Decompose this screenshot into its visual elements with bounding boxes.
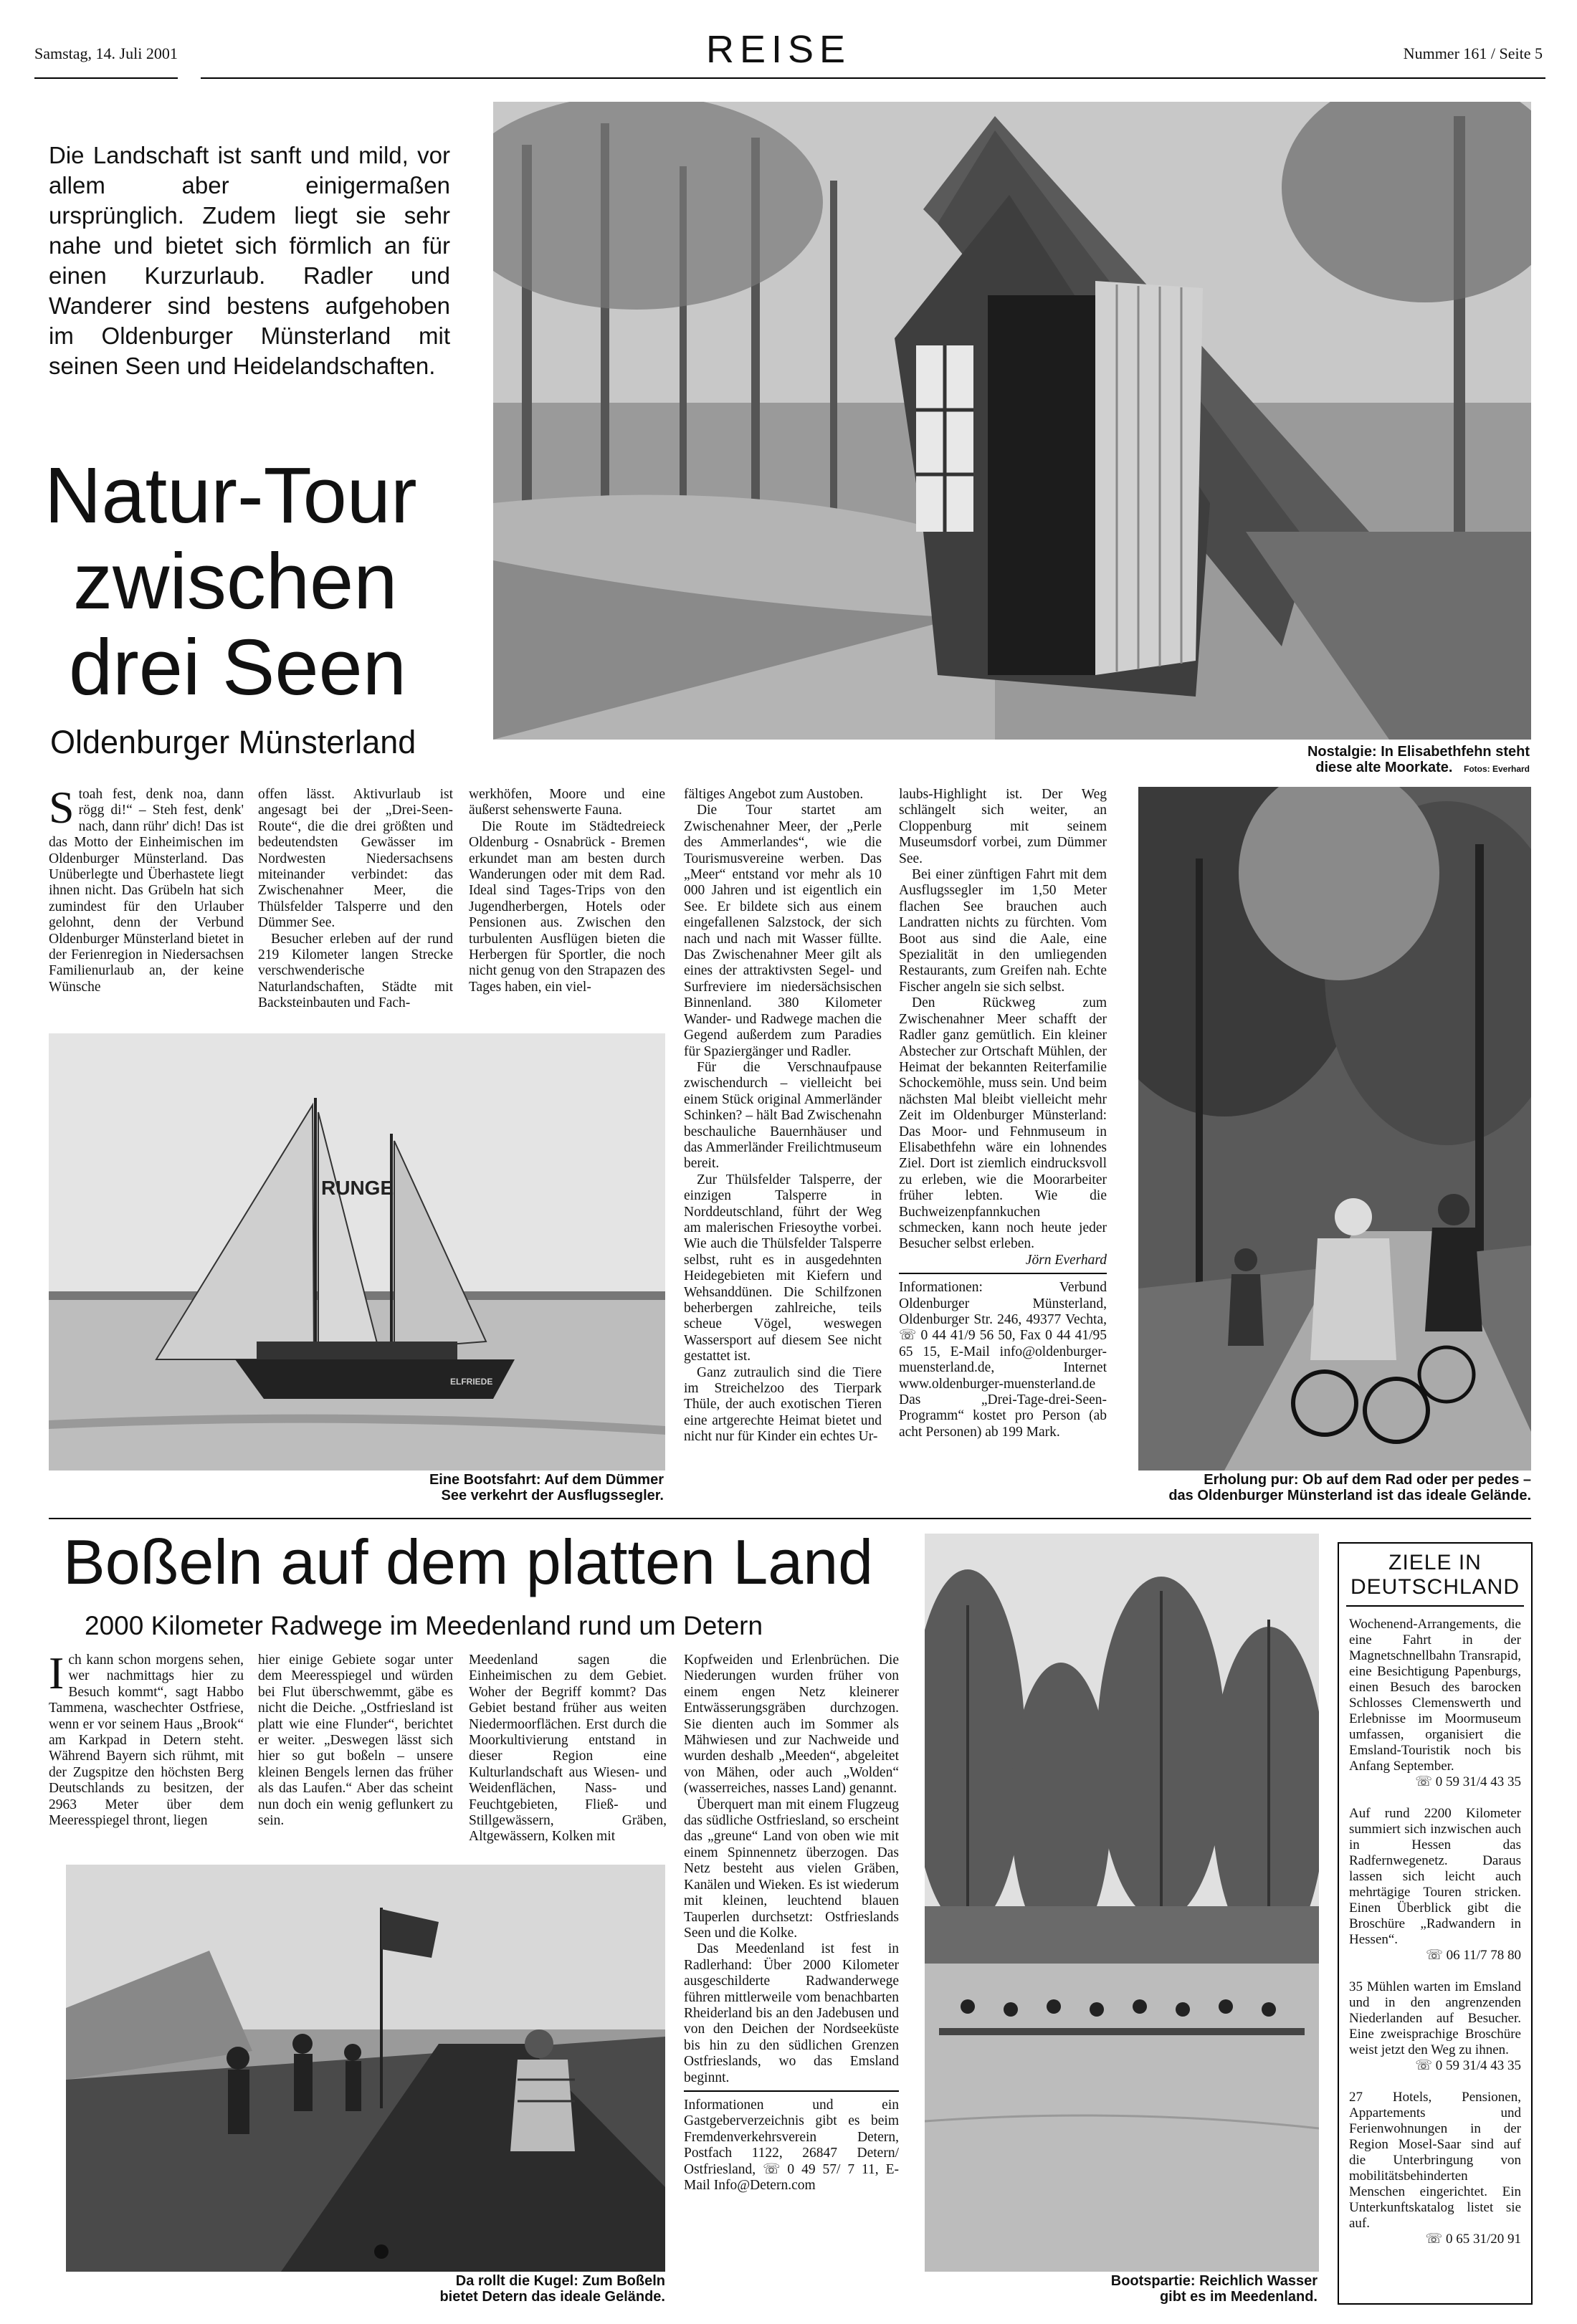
boat-hull-lettering: ELFRIEDE [450,1377,493,1387]
article1-col5-p2: Bei einer zünftigen Fahrt mit dem Ausflugssegler im 1,50 Meter flachen See brauchen auch Landratten nichts zu fürchten. Vom Boot aus sind die Aale, eine Spezialität in den umliegenden Restaurants, zum Greifen nah. Echte Fischer angeln sie sich selbst. [899,867,1107,995]
article2-col3-text: Meedenland sagen die Einheimischen zu dem Gebiet. Woher der Begriff kommt? Das Gebiet bestand früher aus weiten Niedermoorflächen. Erst durch die Moorkultivierung entstand in dieser Region eine Kulturlandschaft aus Wiesen- und Weidenflächen, Nass- und Feuchtgebieten, Fließ- und Stillgewässern, Gräben, Altgewässern, Kolken mit [469,1653,667,1845]
article1-col4-p5: Ganz zutraulich sind die Tiere im Streichelzoo des Tierpark Thüle, der auch exotischen Tieren eine artgerechte Heimat bietet und nicht nur für Kinder ein echtes Ur- [684,1364,882,1445]
moorkate-caption-line-1: Nostalgie: In Elisabethfehn steht [1307,744,1530,760]
article1-col3 [469,787,665,995]
article2-col4-p1: Kopfweiden und Erlenbrüchen. Die Niederungen wurden früher von einem engen Netz kleinerer Entwässerungsgräben durchzogen. Sie dienten auch im Sommer als Mähwiesen und zur Nachweide und wurden deshalb „Meeden“, abgeleitet von Mähen, oder auch „Wolden“ (wasserreiches, nasses Land) genannt. [684,1653,899,1797]
article2-col2-text: hier einige Gebiete sogar unter dem Meeresspiegel und würden bei Flut überschwemmt, gäbe es nicht die Deiche. „Ostfriesland ist platt wie eine Flunder“, berichtet er weiter. „Deswegen lässt sich hier so gut boßeln – unsere kleinen Bengels lernen das früher als das Laufen.“ Aber das scheint nun doch ein wenig geflunkert zu sein. [258,1653,453,1829]
header-rule [201,77,1545,79]
sidebar-p1: Wochenend-Arrangements, die eine Fahrt in der Magnetschnellbahn Transrapid, eine Besichtigung Papenburgs, einen Besuch des barocken Schlosses Clemenswerth und Erlebnisse im Moormuseum umfassen, organisiert die Emsland-Touristik noch bis Anfang September. [1349,1617,1521,1774]
article2-drop-cap: I [49,1648,65,1698]
moorkate-photo [493,102,1531,740]
sidebar-body [1339,1607,1531,2247]
bosseln-caption [373,2273,665,2305]
canoe-photo [925,1534,1319,2272]
article1-info: Informationen: Verbund Oldenburger Münsterland, Oldenburger Str. 246, 49377 Vechta, ☏ 0 44 41/9 56 50, Fax 0 44 41/95 65 15, E-Mail info@oldenburger-muensterland.de, Internet www.oldenburger-muensterland.de Das „Drei-Tage-drei-Seen-Programm“ kostet pro Person (ab acht Personen) ab 199 Mark. [899,1280,1107,1440]
article1-signature: Jörn Everhard [1025,1252,1107,1268]
article1-col5-p3: Den Rückweg zum Zwischenahner Meer schafft der Radler ganz gemütlich. Ein kleiner Abstecher zur Ortschaft Mühlen, der Heimat der bekannten Reiterfamilie Schockemöhle, muss sein. Und beim nächsten Mal bleibt vielleicht mehr Zeit im Oldenburger Münsterland: Das Moor- und Fehnmuseum in Elisabethfehn wäre ein lohnendes Ziel. Dort ist ziemlich eindrucksvoll zu erleben, wie die Moorarbeiter früher lebten. Wie die Buchweizenpfannkuchen schmecken, kann noch heute jeder Besucher selbst erleben. [899,995,1107,1252]
article1-col5-p1: laubs-Highlight ist. Der Weg schlängelt sich weiter, an Cloppenburg mit seinem Museumsdorf vorbei, zum Dümmer See. [899,787,1107,866]
headline-line-3: drei Seen [69,623,406,712]
article2-col3 [469,1653,667,1845]
article1-col3-p2: Die Route im Städtedreieck Oldenburg - Osnabrück - Bremen erkundet man am besten durch Wanderungen oder mit dem Rad. Ideal sind Tages-Trips von den Jugendherbergen, Hotels oder Pensionen aus. Zwischen den turbulenten Ausflügen bieten die Herbergen für Sportler, die noch nicht genug von den Strapazen des Tages haben, ein viel- [469,818,665,995]
article1-subhead: Oldenburger Münsterland [50,724,416,760]
article-divider [49,1518,1531,1519]
article2-col2 [258,1653,453,1829]
bosseln-photo [66,1865,665,2272]
article2-col1 [49,1648,244,1829]
article1-col2 [258,787,453,1012]
sidebar-p4-phone: ☏ 0 65 31/20 91 [1425,2232,1521,2247]
article1-col4-p2: Die Tour startet am Zwischenahner Meer, der „Perle des Ammerlandes“, wie die Tourismusvereine werben. Das „Meer“ entstand vor mehr als 10 000 Jahren und ist eigentlich ein See. Er bildete sich aus einem eingefallenen Salzstock, der sich nach und nach mit Wasser füllte. Das Zwischenahner Meer gilt als eines der attraktivsten Segel- und Surfreviere im niedersächsischen Binnenland. 380 Kilometer Wander- und Radwege machen die Gegend außerdem zum Paradies für Spaziergänger und Radler. [684,803,882,1059]
sidebar-title [1346,1544,1524,1607]
moorkate-caption [1075,744,1530,777]
sailboat-caption-line-1: Eine Bootsfahrt: Auf dem Dümmer [429,1472,664,1488]
canoe-caption-line-1: Bootspartie: Reichlich Wasser [1110,2273,1318,2289]
article2-col4-p3: Das Meedenland ist fest in Radlerhand: Über 2000 Kilometer ausgeschilderte Radwanderwege führen mittlerweile vom benachbarten Rheiderland bis an den Jadebusen und von den Deichen der Nordseeküste bis hin zu den südlichen Grenzen Ostfrieslands, wo das Emsland beginnt. [684,1941,899,2085]
info-rule [899,1273,1107,1274]
cyclists-photo [1138,787,1531,1471]
sidebar-ziele-in-deutschland [1338,1542,1533,2305]
header-issue: Nummer 161 / Seite 5 [1403,44,1543,62]
sidebar-p3-phone: ☏ 0 59 31/4 43 35 [1415,2058,1521,2073]
sidebar-title-line-1: ZIELE IN [1388,1551,1482,1574]
article2-headline: Boßeln auf dem platten Land [63,1526,874,1597]
article1-col1-text: toah fest, denk noa, dann rögg di!“ – Steh fest, denk' nach, dann rühr' dich! Das ist das Motto der Einheimischen im Oldenburger Münsterland. Das Unüberlegte und Überhastete liegt ihnen nicht. Das Grübeln hat sich zumindest für den Urlauber gelohnt, denn der Verbund Oldenburger Münsterland bietet in der Ferienregion in Niedersachsen Familienurlaub an, der keine Wünsche [49,787,244,995]
sidebar-title-line-2: DEUTSCHLAND [1350,1575,1520,1599]
article2-col1-text: ch kann schon morgens sehen, wer nachmittags hier zu Besuch kommt“, sagt Habbo Tammena, waschechter Ostfriese, wenn er vor seinem Haus „Brook“ am Karkpad in Detern steht. Während Bayern sich rühmt, mit der Zugspitze den höchsten Berg Deutschlands zu besitzen, der 2963 Meter über dem Meeresspiegel thront, liegen [49,1653,244,1829]
article1-col4-p4: Zur Thülsfelder Talsperre, der einzigen Talsperre in Norddeutschland, führt der Weg am malerischen Friesoythe vorbei. Wie auch die Thülsfelder Talsperre selbst, ruht es in ausgedehnten Heidegebieten mit Kiefern und Wehsanddünen. Die Schilfzonen beherbergen zahlreiche, teils scheue Vögel, weswegen Wassersport auf diesem See nicht gestattet ist. [684,1172,882,1364]
bosseln-caption-line-2: bietet Detern das ideale Gelände. [439,2289,665,2305]
article2-info-rule [684,2090,899,2092]
sidebar-p2: Auf rund 2200 Kilometer summiert sich inzwischen auch in Hessen das Radfernwegenetz. Daraus lassen sich leicht auch mehrtägige Touren stricken. Einen Überblick gibt die Broschüre „Radwandern in Hessen“. [1349,1806,1521,1947]
headline-line-1: Natur-Tour [44,451,417,540]
article1-intro: Die Landschaft ist sanft und mild, vor allem aber einigermaßen ursprünglich. Zudem liegt sie sehr nahe und bietet sich förmlich an für einen Kurzurlaub. Radler und Wanderer sind bestens aufgehoben im Oldenburger Münsterland mit seinen Seen und Heidelandschaften. [49,142,450,379]
sidebar-p1-phone: ☏ 0 59 31/4 43 35 [1415,1774,1521,1789]
cyclists-caption-line-1: Erholung pur: Ob auf dem Rad oder per pedes – [1204,1472,1531,1488]
bosseln-caption-line-1: Da rollt die Kugel: Zum Boßeln [455,2273,665,2289]
spacer [1349,2074,1521,2090]
cyclists-caption-line-2: das Oldenburger Münsterland ist das ideale Gelände. [1168,1488,1531,1503]
sailboat-caption-line-2: See verkehrt der Ausflugssegler. [441,1488,664,1503]
header-rule-left [34,77,178,79]
spacer [1349,1790,1521,1806]
article1-col2-p2: Besucher erleben auf der rund 219 Kilometer langen Strecke verschwenderische Naturlandschaften, Städte mit Backsteinbauten und Fach- [258,931,453,1011]
moorkate-caption-row [1075,760,1530,777]
photo-credit: Fotos: Everhard [1463,764,1530,774]
canoe-caption [1018,2273,1318,2305]
section-title: REISE [706,28,852,71]
article2-col4-p2: Überquert man mit einem Flugzeug das südliche Ostfriesland, so erscheint das „greune“ Land von oben wie mit einem Spinnennetz überzogen. Das Netz besteht aus vielen Gräben, Kanälen und Wieken. Es ist wiederum mit kleinen, leuchtend blauen Tauperlen durchsetzt: Ostfrieslands Seen und die Kolke. [684,1797,899,1941]
headline-line-2: zwischen [73,537,398,626]
article1-col4-p1: fältiges Angebot zum Austoben. [684,787,864,802]
sailboat-caption [344,1472,664,1503]
article1-headline [44,453,475,711]
article2-col4 [684,1653,899,2194]
article1-col1 [49,782,244,995]
sidebar-p2-phone: ☏ 06 11/7 78 80 [1426,1948,1521,1963]
article1-col4 [684,787,882,1445]
header-date: Samstag, 14. Juli 2001 [34,44,178,62]
article1-col5 [899,787,1107,1440]
cyclists-caption [1118,1472,1531,1503]
article1-col2-p1: offen lässt. Aktivurlaub ist angesagt bei der „Drei-Seen-Route“, die die drei größten und bedeutendsten Gewässer im Nordwesten Niedersachsens miteinander verbindet: das Zwischenahner Meer, die Thülsfelder Talsperre und den Dümmer See. [258,787,453,931]
canoe-caption-line-2: gibt es im Meedenland. [1159,2289,1318,2305]
sail-lettering: RUNGE [321,1177,394,1199]
article1-col3-p1: werkhöfen, Moore und eine äußerst sehenswerte Fauna. [469,787,665,818]
article2-info: Informationen und ein Gastgeberverzeichnis gibt es beim Fremdenverkehrsverein Detern, Postfach 1122, 26847 Detern/ Ostfriesland, ☏ 0 49 57/ 7 11, E-Mail Info@Detern.com [684,2097,899,2193]
moorkate-caption-line-2: diese alte Moorkate. [1315,760,1453,775]
sailboat-photo [49,1033,665,1471]
spacer [1349,1964,1521,1979]
sidebar-p4: 27 Hotels, Pensionen, Appartements und Ferienwohnungen in der Region Mosel-Saar sind auf die Unterbringung von mobilitätsbehinderten Menschen eingerichtet. Ein Unterkunftskatalog listet sie auf. [1349,2090,1521,2231]
article1-col4-p3: Für die Verschnaufpause zwischendurch – vielleicht bei einem Stück original Ammerländer Schinken? – hält Bad Zwischenahn beschauliche Bauernhäuser und das Ammerländer Freilichtmuseum bereit. [684,1059,882,1172]
sidebar-p3: 35 Mühlen warten im Emsland und in den angrenzenden Niederlanden auf Besucher. Eine zweisprachige Broschüre weist jetzt den Weg zu ihnen. [1349,1979,1521,2057]
article1-drop-cap: S [49,782,75,833]
article2-subhead: 2000 Kilometer Radwege im Meedenland rund um Detern [85,1611,763,1640]
